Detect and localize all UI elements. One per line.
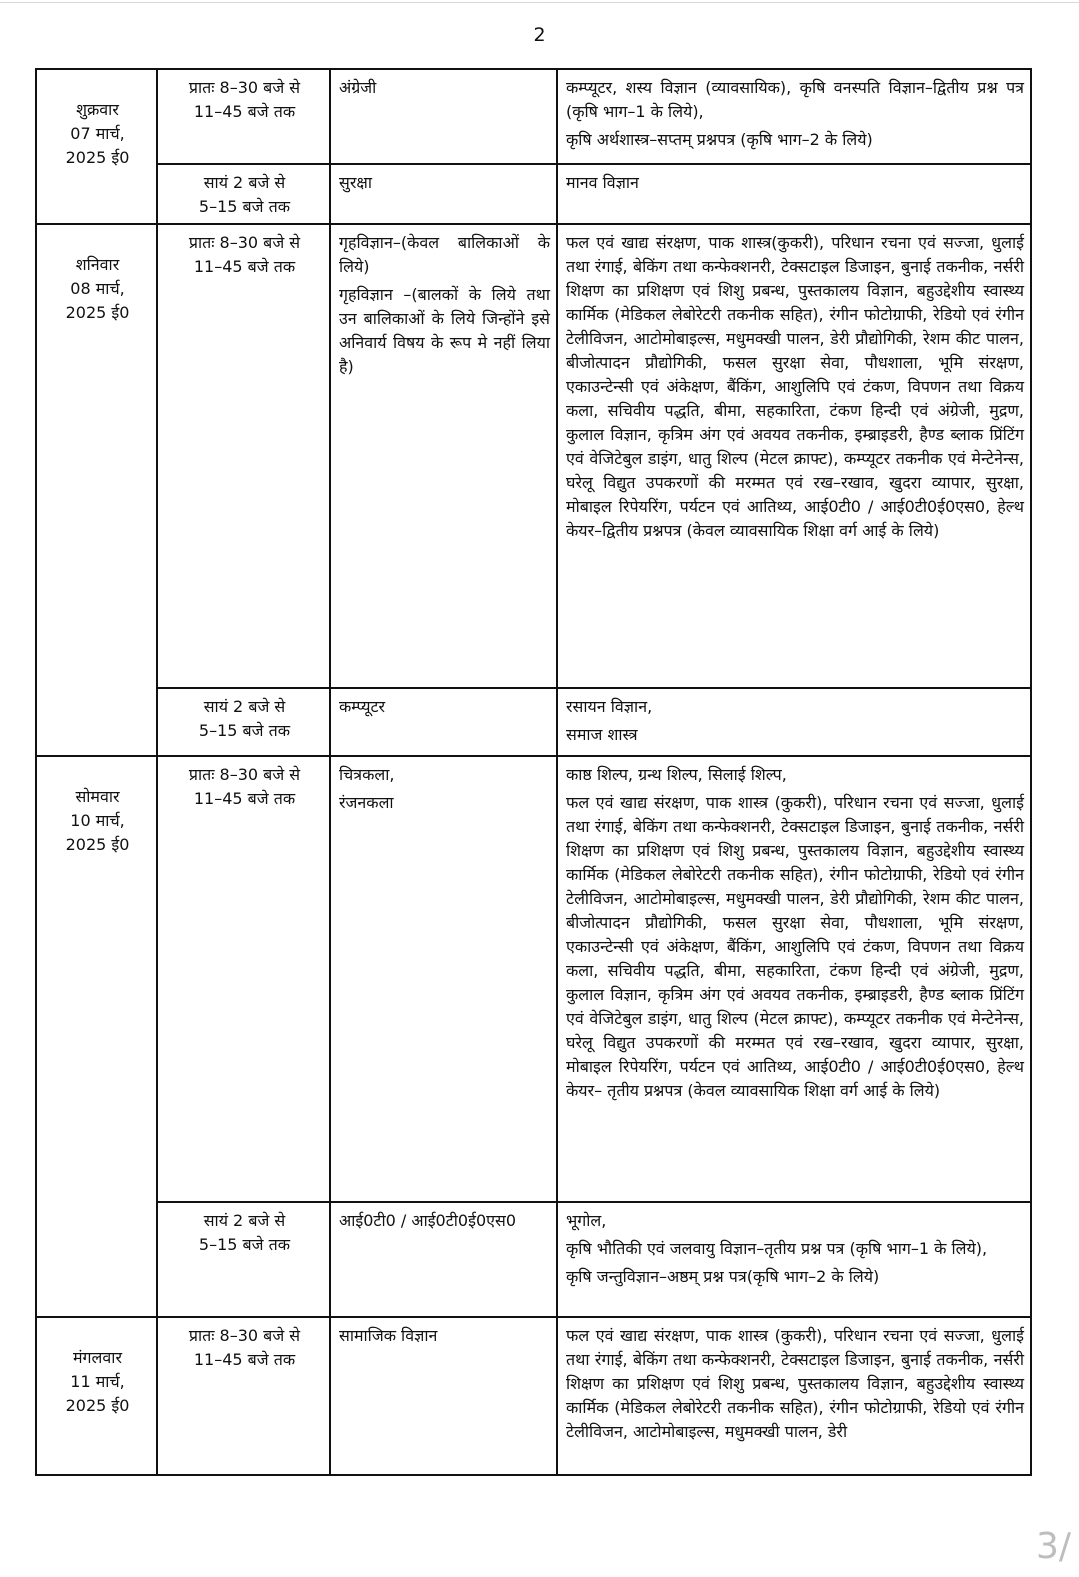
main-subject-cell [330, 1317, 557, 1475]
exam-time-line: सायं 2 बजे से [203, 1211, 286, 1230]
exam-date-line: 07 मार्च, [70, 124, 125, 143]
main-subject-cell [330, 1202, 557, 1317]
other-subjects-cell [557, 688, 1031, 756]
exam-date-cell [36, 69, 157, 224]
other-subjects-text: मानव विज्ञान [566, 173, 639, 192]
exam-time-cell [157, 224, 330, 688]
exam-date-line: 2025 ई0 [65, 1396, 130, 1415]
exam-time-cell [157, 1317, 330, 1475]
schedule-row [36, 756, 1031, 1202]
main-subject-text: अंग्रेजी [339, 78, 377, 97]
exam-date-line: 08 मार्च, [70, 279, 125, 298]
exam-time-line: प्रातः 8–30 बजे से [188, 765, 301, 784]
main-subject-cell [330, 224, 557, 688]
exam-time-line: 11–45 बजे तक [193, 789, 296, 808]
other-subjects-text: कृषि जन्तुविज्ञान–अष्ठम् प्रश्न पत्र(कृषि भाग–2 के लिये) [566, 1267, 880, 1286]
other-subjects-cell [557, 164, 1031, 224]
main-subject-cell [330, 688, 557, 756]
exam-time-cell [157, 688, 330, 756]
exam-time-line: 11–45 बजे तक [193, 257, 296, 276]
exam-time-line: 5–15 बजे तक [198, 197, 291, 216]
main-subject-text: गृहविज्ञान –(बालकों के लिये तथा उन बालिकाओं के लिये जिन्होंने इसे अनिवार्य विषय के रूप मे नहीं लिया है) [339, 285, 550, 376]
other-subjects-text: समाज शास्त्र [566, 725, 638, 744]
schedule-row [36, 1202, 1031, 1317]
other-subjects-text: काष्ठ शिल्प, ग्रन्थ शिल्प, सिलाई शिल्प, [566, 765, 787, 784]
exam-date-line: शुक्रवार [76, 100, 119, 119]
other-subjects-text: कृषि भौतिकी एवं जलवायु विज्ञान–तृतीय प्रश्न पत्र (कृषि भाग–1 के लिये), [566, 1239, 988, 1258]
exam-time-line: प्रातः 8–30 बजे से [188, 1326, 301, 1345]
exam-time-cell [157, 1202, 330, 1317]
main-subject-text: कम्प्यूटर [339, 697, 386, 716]
main-subject-text: सामाजिक विज्ञान [339, 1326, 438, 1345]
exam-date-line: मंगलवार [72, 1348, 122, 1367]
main-subject-text: सुरक्षा [339, 173, 372, 192]
exam-date-line: 2025 ई0 [65, 835, 130, 854]
main-subject-text: चित्रकला, [339, 765, 395, 784]
exam-date-cell [36, 1317, 157, 1475]
exam-date-line: 10 मार्च, [70, 811, 125, 830]
schedule-row [36, 164, 1031, 224]
exam-time-line: प्रातः 8–30 बजे से [188, 78, 301, 97]
main-subject-text: आई0टी0 / आई0टी0ई0एस0 [339, 1211, 516, 1230]
page-scroll-indicator: 3/ [1035, 1526, 1071, 1567]
exam-date-line: 11 मार्च, [70, 1372, 125, 1391]
other-subjects-text: फल एवं खाद्य संरक्षण, पाक शास्त्र(कुकरी), परिधान रचना एवं सज्जा, धुलाई तथा रंगाई, बेकिंग तथा कन्फेक्शनरी, टेक्सटाइल डिजाइन, बुनाई तकनीक, नर्सरी शिक्षण का प्रशिक्षण एवं शिशु प्रबन्ध, पुस्तकालय विज्ञान, बहुउद्देशीय स्वास्थ्य कार्मिक (मेडिकल लेबोरेटरी तकनीक सहित), रंगीन फोटोग्राफी, रेडियो एवं रंगीन टेलीविजन, आटोमोबाइल्स, मधुमक्खी पालन, डेरी प्रौद्योगिकी, रेशम कीट पालन, बीजोत्पादन प्रौद्योगिकी, फसल सुरक्षा सेवा, पौधशाला, भूमि संरक्षण, एकाउन्टेन्सी एवं अंकेक्षण, बैंकिंग, आशुलिपि एवं टंकण, विपणन तथा विक्रय कला, सचिवीय पद्धति, बीमा, सहकारिता, टंकण हिन्दी एवं अंग्रेजी, मुद्रण, कुलाल विज्ञान, कृत्रिम अंग एवं अवयव तकनीक, इम्ब्राइडरी, हैण्ड ब्लाक प्रिंटिंग एवं वेजिटेबुल डाइंग, धातु शिल्प (मेटल क्राफ्ट), कम्प्यूटर तकनीक एवं मेन्टेनेन्स, घरेलू विद्युत उपकरणों की मरम्मत एवं रख–रखाव, खुदरा व्यापार, सुरक्षा, मोबाइल रिपेयरिंग, पर्यटन एवं आतिथ्य, आई0टी0 / आई0टी0ई0एस0, हेल्थ केयर–द्वितीय प्रश्नपत्र (केवल व्यावसायिक शिक्षा वर्ग आई के लिये) [566, 233, 1024, 540]
other-subjects-cell [557, 756, 1031, 1202]
exam-date-cell [36, 756, 157, 1317]
exam-schedule-table [35, 68, 1032, 1476]
exam-time-cell [157, 69, 330, 164]
exam-schedule-body [36, 69, 1031, 1475]
exam-time-line: सायं 2 बजे से [203, 697, 286, 716]
other-subjects-cell [557, 1317, 1031, 1475]
schedule-row [36, 1317, 1031, 1475]
other-subjects-text: फल एवं खाद्य संरक्षण, पाक शास्त्र (कुकरी), परिधान रचना एवं सज्जा, धुलाई तथा रंगाई, बेकिंग तथा कन्फेक्शनरी, टेक्सटाइल डिजाइन, बुनाई तकनीक, नर्सरी शिक्षण का प्रशिक्षण एवं शिशु प्रबन्ध, पुस्तकालय विज्ञान, बहुउद्देशीय स्वास्थ्य कार्मिक (मेडिकल लेबोरेटरी तकनीक सहित), रंगीन फोटोग्राफी, रेडियो एवं रंगीन टेलीविजन, आटोमोबाइल्स, मधुमक्खी पालन, डेरी प्रौद्योगिकी, रेशम कीट पालन, बीजोत्पादन प्रौद्योगिकी, फसल सुरक्षा सेवा, पौधशाला, भूमि संरक्षण, एकाउन्टेन्सी एवं अंकेक्षण, बैंकिंग, आशुलिपि एवं टंकण, विपणन तथा विक्रय कला, सचिवीय पद्धति, बीमा, सहकारिता, टंकण हिन्दी एवं अंग्रेजी, मुद्रण, कुलाल विज्ञान, कृत्रिम अंग एवं अवयव तकनीक, इम्ब्राइडरी, हैण्ड ब्लाक प्रिंटिंग एवं वेजिटेबुल डाइंग, धातु शिल्प (मेटल क्राफ्ट), कम्प्यूटर तकनीक एवं मेन्टेनेन्स, घरेलू विद्युत उपकरणों की मरम्मत एवं रख–रखाव, खुदरा व्यापार, सुरक्षा, मोबाइल रिपेयरिंग, पर्यटन एवं आतिथ्य, आई0टी0 / आई0टी0ई0एस0, हेल्थ केयर– तृतीय प्रश्नपत्र (केवल व्यावसायिक शिक्षा वर्ग आई के लिये) [566, 793, 1024, 1100]
other-subjects-text: कृषि अर्थशास्त्र–सप्तम् प्रश्नपत्र (कृषि भाग–2 के लिये) [566, 130, 873, 149]
exam-time-cell [157, 164, 330, 224]
page-number: 2 [533, 24, 546, 46]
schedule-row [36, 69, 1031, 164]
exam-time-cell [157, 756, 330, 1202]
exam-time-line: सायं 2 बजे से [203, 173, 286, 192]
other-subjects-text: फल एवं खाद्य संरक्षण, पाक शास्त्र (कुकरी), परिधान रचना एवं सज्जा, धुलाई तथा रंगाई, बेकिंग तथा कन्फेक्शनरी, टेक्सटाइल डिजाइन, बुनाई तकनीक, नर्सरी शिक्षण का प्रशिक्षण एवं शिशु प्रबन्ध, पुस्तकालय विज्ञान, बहुउद्देशीय स्वास्थ्य कार्मिक (मेडिकल लेबोरेटरी तकनीक सहित), रंगीन फोटोग्राफी, रेडियो एवं रंगीन टेलीविजन, आटोमोबाइल्स, मधुमक्खी पालन, डेरी [566, 1326, 1024, 1441]
main-subject-text: गृहविज्ञान–(केवल बालिकाओं के लिये) [339, 233, 550, 276]
other-subjects-cell [557, 1202, 1031, 1317]
schedule-row [36, 688, 1031, 756]
top-divider [0, 2, 1079, 3]
exam-date-line: सोमवार [75, 787, 120, 806]
exam-date-cell [36, 224, 157, 756]
schedule-row [36, 224, 1031, 688]
exam-time-line: 11–45 बजे तक [193, 102, 296, 121]
exam-date-line: 2025 ई0 [65, 303, 130, 322]
main-subject-cell [330, 756, 557, 1202]
exam-date-line: 2025 ई0 [65, 148, 130, 167]
exam-date-line: शनिवार [75, 255, 120, 274]
other-subjects-cell [557, 224, 1031, 688]
exam-time-line: 5–15 बजे तक [198, 1235, 291, 1254]
exam-time-line: 11–45 बजे तक [193, 1350, 296, 1369]
exam-time-line: प्रातः 8–30 बजे से [188, 233, 301, 252]
other-subjects-text: रसायन विज्ञान, [566, 697, 653, 716]
main-subject-text: रंजनकला [339, 793, 394, 812]
other-subjects-cell [557, 69, 1031, 164]
main-subject-cell [330, 164, 557, 224]
other-subjects-text: भूगोल, [566, 1211, 607, 1230]
main-subject-cell [330, 69, 557, 164]
other-subjects-text: कम्प्यूटर, शस्य विज्ञान (व्यावसायिक), कृषि वनस्पति विज्ञान–द्वितीय प्रश्न पत्र (कृषि भाग–1 के लिये), [566, 78, 1024, 121]
exam-time-line: 5–15 बजे तक [198, 721, 291, 740]
